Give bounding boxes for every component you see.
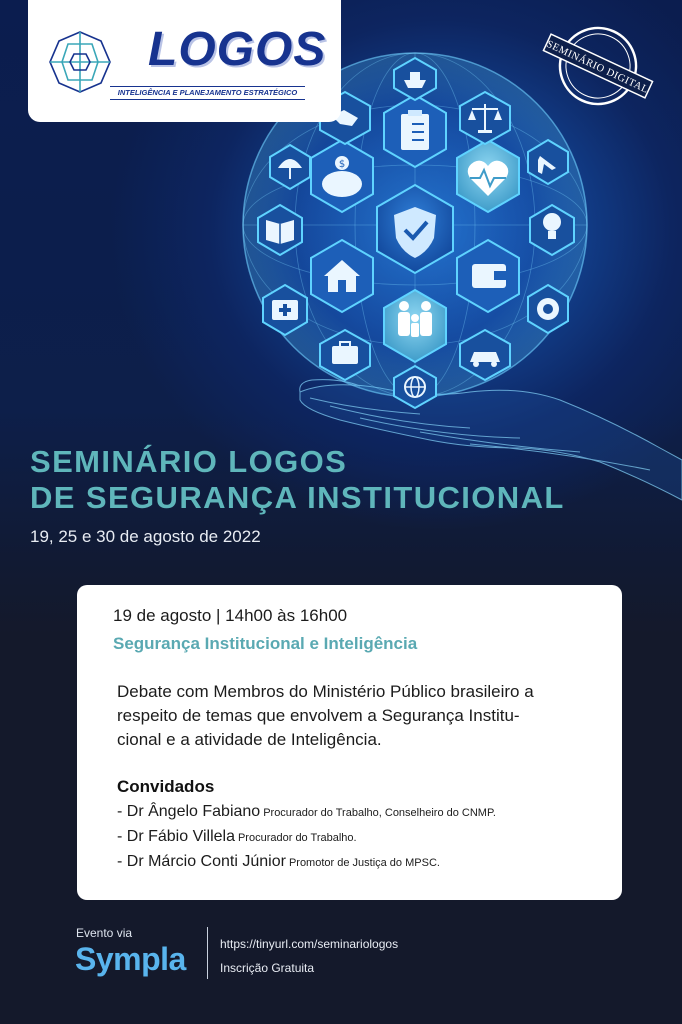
event-title-line-2: DE SEGURANÇA INSTITUCIONAL	[30, 480, 565, 515]
session-description	[117, 680, 607, 752]
guest-name: - Dr Fábio Villela	[117, 828, 235, 845]
life-buoy-icon	[537, 298, 559, 320]
logo-mark-icon	[48, 30, 112, 94]
guest-name: - Dr Márcio Conti Júnior	[117, 853, 286, 870]
session-title: Segurança Institucional e Inteligência	[113, 634, 418, 653]
logo-tagline: INTELIGÊNCIA E PLANEJAMENTO ESTRATÉGICO	[110, 86, 305, 100]
guest-role: Promotor de Justiça do MPSC.	[288, 857, 440, 869]
footer-divider	[207, 927, 208, 979]
session-date-time: 19 de agosto | 14h00 às 16h00	[113, 606, 348, 625]
guest-item	[117, 853, 440, 871]
wallet-icon	[472, 264, 506, 288]
logo-card	[28, 0, 341, 122]
description-line-3: cional e a atividade de Inteligência.	[117, 730, 382, 749]
webinar-vertical-label	[0, 748, 145, 898]
checklist-icon	[401, 110, 429, 150]
guest-name: - Dr Ângelo Fabiano	[117, 803, 261, 820]
event-dates: 19, 25 e 30 de agosto de 2022	[30, 527, 261, 546]
guest-item	[117, 803, 496, 821]
registration-link[interactable]: https://tinyurl.com/seminariologos	[220, 937, 399, 951]
guest-item	[117, 828, 357, 846]
guest-role: Procurador do Trabalho.	[237, 832, 357, 844]
description-line-1: Debate com Membros do Ministério Público brasileiro a	[117, 682, 534, 701]
guests-heading: Convidados	[117, 777, 215, 796]
event-title-line-1: SEMINÁRIO LOGOS	[30, 444, 348, 479]
event-title	[30, 444, 565, 516]
logo-wordmark: LOGOS	[148, 23, 327, 76]
registration-note: Inscrição Gratuita	[220, 961, 315, 975]
sympla-logo: Sympla	[75, 941, 186, 977]
first-aid-kit-icon	[272, 300, 298, 320]
seminario-digital-stamp	[536, 20, 660, 110]
guest-role: Procurador do Trabalho, Conselheiro do CNMP.	[263, 807, 496, 819]
stamp-text: SEMINÁRIO DIGITAL	[544, 38, 651, 96]
description-line-2: respeito de temas que envolvem a Segurança Institu-	[117, 706, 520, 725]
event-via-label: Evento via	[76, 926, 133, 940]
svg-text:$: $	[338, 159, 346, 170]
